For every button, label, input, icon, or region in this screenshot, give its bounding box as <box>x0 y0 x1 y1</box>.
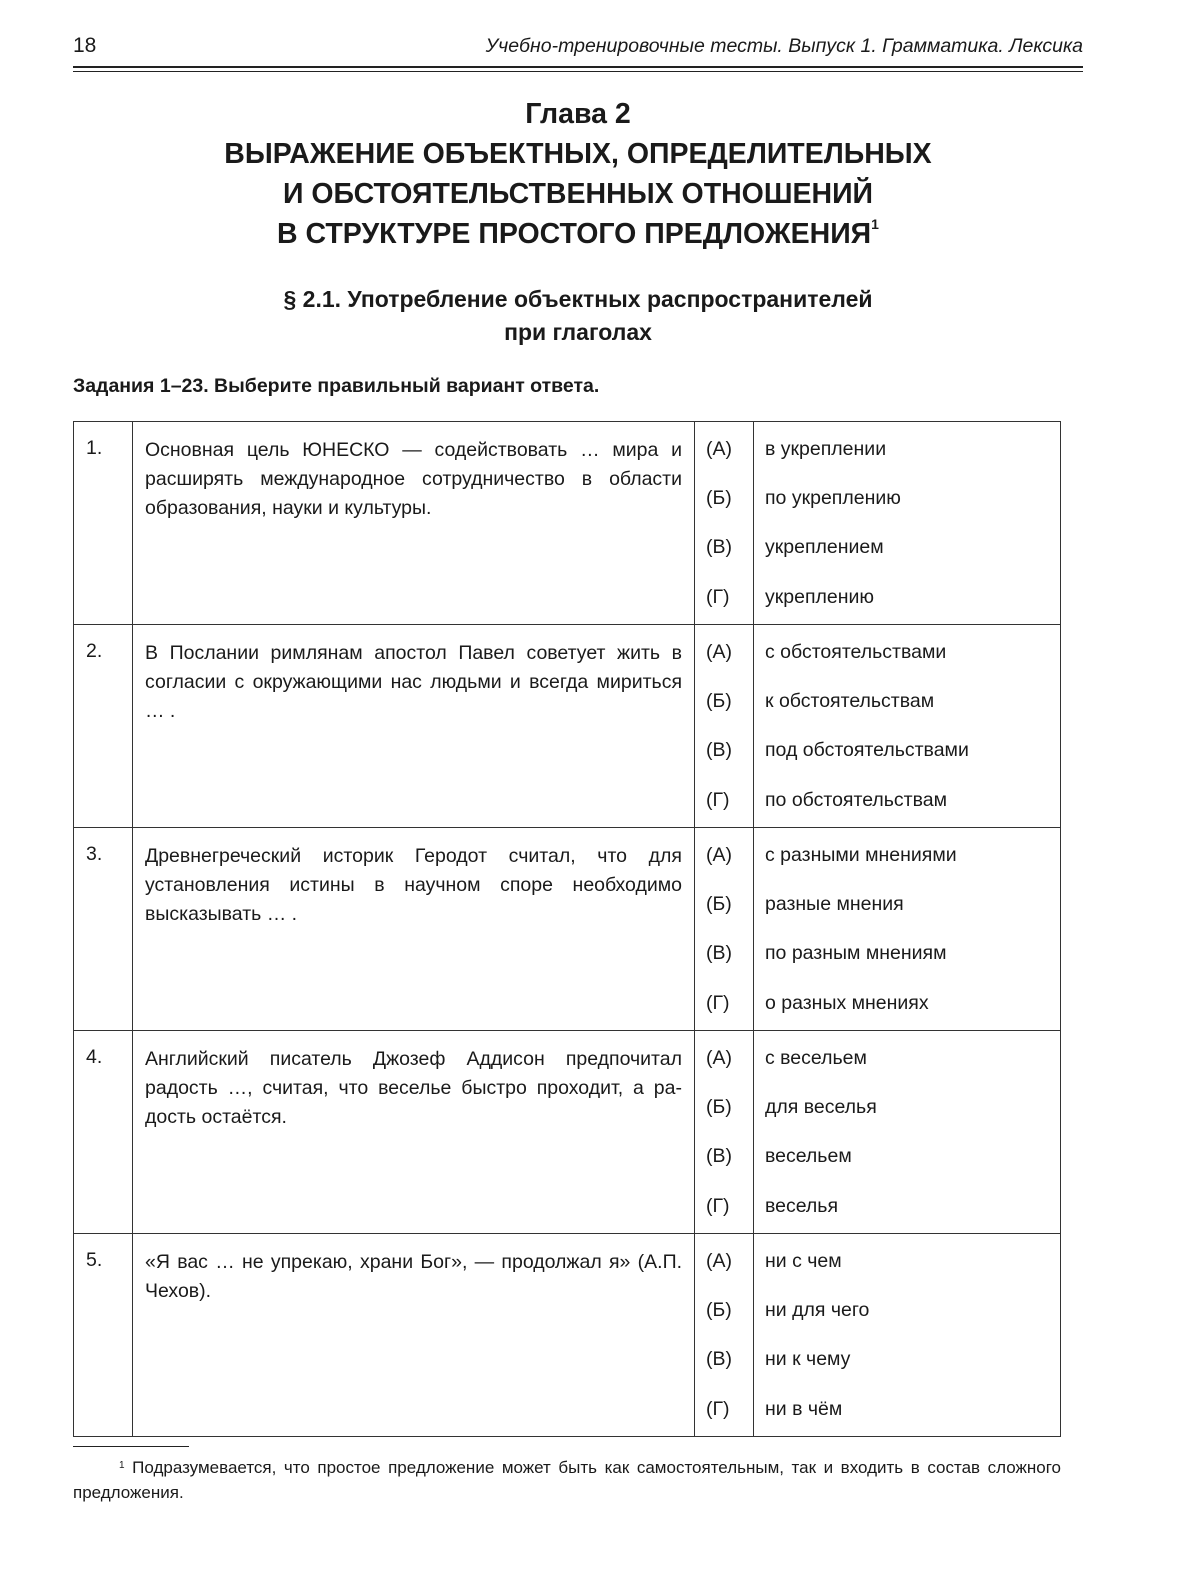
option-letters-cell <box>695 1234 754 1437</box>
answer-option[interactable]: ни в чём <box>765 1397 843 1420</box>
answer-option[interactable]: укреплению <box>765 585 875 608</box>
option-letter: (В) <box>706 1145 732 1168</box>
answer-option[interactable]: в укреплении <box>765 438 887 460</box>
option-letter: (А) <box>706 1250 732 1272</box>
option-letter: (Г) <box>706 1397 730 1420</box>
footnote-rule <box>73 1446 189 1447</box>
book-page <box>73 0 1083 1594</box>
answer-option[interactable]: ни для чего <box>765 1299 870 1322</box>
page-number: 18 <box>73 34 97 57</box>
option-letter: (Б) <box>706 487 732 510</box>
option-letter: (Б) <box>706 1096 732 1119</box>
option-letters-cell <box>695 422 754 625</box>
answer-option[interactable]: веселья <box>765 1194 839 1217</box>
header-rule-thin <box>73 71 1083 72</box>
option-letter: (Г) <box>706 585 730 608</box>
question-number: 2. <box>86 640 103 662</box>
question-number: 3. <box>86 843 103 865</box>
question-number: 1. <box>86 437 103 459</box>
footnote-mark: 1 <box>119 1460 125 1471</box>
answer-option[interactable]: с обстоятельствами <box>765 641 947 663</box>
question-text: Основная цель ЮНЕСКО — содействовать … мира и расширять международное сотрудничество в области образования, науки и культуры. <box>145 439 682 519</box>
option-letters-cell <box>695 625 754 828</box>
answer-option[interactable]: разные мнения <box>765 893 904 916</box>
option-letter: (В) <box>706 942 732 965</box>
question-row <box>74 625 1061 828</box>
question-text-cell <box>133 1031 695 1234</box>
question-text: Древнегреческий историк Геродот считал, что для установления истины в научном споре необходимо высказывать … . <box>145 845 682 925</box>
chapter-title-line-2: И ОБСТОЯТЕЛЬСТВЕННЫХ ОТНОШЕНИЙ <box>282 178 874 210</box>
footnote-reference[interactable]: 1 <box>871 215 879 232</box>
option-answers-cell <box>754 625 1061 828</box>
answer-option[interactable]: весельем <box>765 1145 852 1168</box>
chapter-label: Глава 2 <box>525 98 631 130</box>
answer-option[interactable]: ни с чем <box>765 1250 842 1272</box>
question-row <box>74 1234 1061 1437</box>
footnote-text: Подразумевается, что простое предложение может быть как самостоятельным, так и входить в состав сложного предложения. <box>73 1458 1061 1502</box>
answer-option[interactable]: для веселья <box>765 1096 877 1119</box>
chapter-title-line-3-wrap <box>73 214 1083 254</box>
answer-option[interactable]: с разными мнениями <box>765 844 957 866</box>
answer-option[interactable]: с весельем <box>765 1047 867 1069</box>
question-row <box>74 422 1061 625</box>
answer-option[interactable]: о разных мнениях <box>765 991 929 1014</box>
section-heading <box>73 283 1083 349</box>
option-letter: (Б) <box>706 1299 732 1322</box>
question-number: 4. <box>86 1046 103 1068</box>
answer-option[interactable]: по обстоятельствам <box>765 788 948 811</box>
answer-option[interactable]: по укреплению <box>765 487 901 510</box>
option-letter: (В) <box>706 739 732 762</box>
questions-table <box>73 421 1061 1437</box>
question-number: 5. <box>86 1249 103 1271</box>
answer-option[interactable]: по разным мнениям <box>765 942 947 965</box>
option-letter: (А) <box>706 438 732 460</box>
question-text-cell <box>133 1234 695 1437</box>
option-letter: (А) <box>706 1047 732 1069</box>
option-letter: (В) <box>706 1348 732 1371</box>
answer-option[interactable]: ни к чему <box>765 1348 851 1371</box>
option-letters-cell <box>695 1031 754 1234</box>
question-text-cell <box>133 422 695 625</box>
question-row <box>74 828 1061 1031</box>
answer-option[interactable]: к обстоятельствам <box>765 690 935 713</box>
option-answers-cell <box>754 828 1061 1031</box>
tasks-heading: Задания 1–23. Выберите правильный вариант ответа. <box>73 375 600 397</box>
option-letters-cell <box>695 828 754 1031</box>
question-number-cell <box>74 422 133 625</box>
option-letter: (Б) <box>706 893 732 916</box>
chapter-heading <box>73 94 1083 254</box>
option-answers-cell <box>754 1031 1061 1234</box>
option-letter: (А) <box>706 844 732 866</box>
question-text: «Я вас … не упрекаю, храни Бог», — продолжал я» (А.П. Чехов). <box>145 1251 682 1302</box>
question-number-cell <box>74 1234 133 1437</box>
question-number-cell <box>74 1031 133 1234</box>
section-heading-line-2: при глаголах <box>504 319 652 345</box>
question-text: Английский писатель Джозеф Аддисон предпочитал радость …, считая, что веселье быстро проходит, а радость остаётся. <box>145 1048 682 1128</box>
question-row <box>74 1031 1061 1234</box>
option-letter: (Г) <box>706 788 730 811</box>
chapter-title-line-1: ВЫРАЖЕНИЕ ОБЪЕКТНЫХ, ОПРЕДЕЛИТЕЛЬНЫХ <box>224 138 932 170</box>
question-number-cell <box>74 625 133 828</box>
option-letter: (Г) <box>706 1194 730 1217</box>
question-text: В Послании римлянам апостол Павел советует жить в согласии с окружающими нас людьми и всегда мириться … . <box>145 642 682 722</box>
option-letter: (Г) <box>706 991 730 1014</box>
question-number-cell <box>74 828 133 1031</box>
option-letter: (Б) <box>706 690 732 713</box>
footnote <box>73 1455 1061 1505</box>
running-header <box>73 34 1083 58</box>
question-text-cell <box>133 625 695 828</box>
chapter-title-line-3: В СТРУКТУРЕ ПРОСТОГО ПРЕДЛОЖЕНИЯ <box>277 218 872 250</box>
option-letter: (А) <box>706 641 732 663</box>
question-text-cell <box>133 828 695 1031</box>
answer-option[interactable]: укреплением <box>765 536 884 559</box>
option-letter: (В) <box>706 536 732 559</box>
option-answers-cell <box>754 1234 1061 1437</box>
running-title: Учебно-тренировочные тесты. Выпуск 1. Грамматика. Лексика <box>485 35 1083 57</box>
section-heading-line-1: § 2.1. Употребление объектных распространителей <box>283 286 873 312</box>
answer-option[interactable]: под обстоятельствами <box>765 739 969 762</box>
option-answers-cell <box>754 422 1061 625</box>
header-rule-thick <box>73 66 1083 68</box>
